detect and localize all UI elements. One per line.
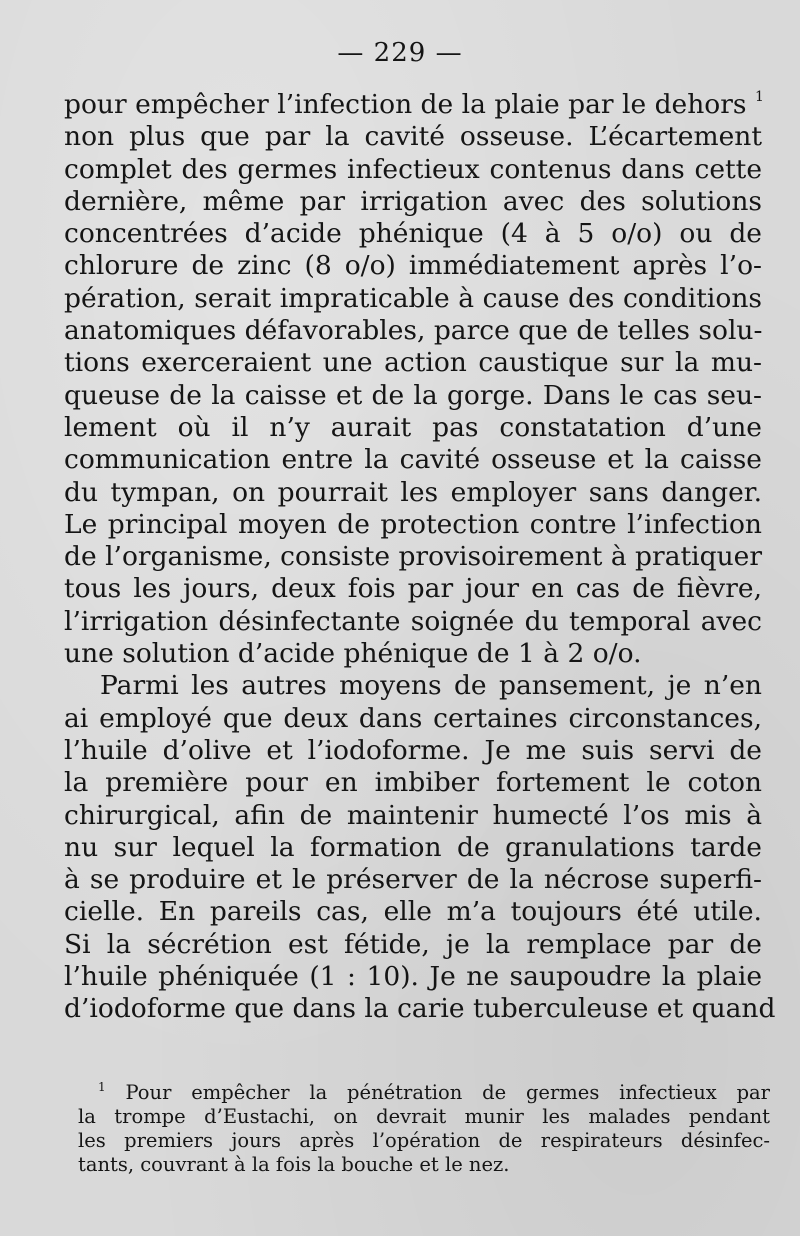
text-line: chlorure de zinc (8 o/o) immédiatement après l’o- — [64, 250, 762, 282]
footnote-reference: 1 — [754, 89, 764, 105]
text-line: l’huile phéniquée (1 : 10). Je ne saupoudre la plaie — [64, 961, 762, 993]
main-text-block — [64, 89, 776, 1026]
text-line: du tympan, on pourrait les employer sans danger. — [64, 476, 762, 508]
footnote-line: tants, couvrant à la fois la bouche et le nez. — [78, 1153, 510, 1176]
text-line: la première pour en imbiber fortement le coton — [64, 767, 762, 799]
text-line: chirurgical, afin de maintenir humecté l’os mis à — [64, 799, 762, 831]
footnote-marker: 1 — [98, 1080, 106, 1094]
text-line: Si la sécrétion est fétide, je la remplace par de — [64, 928, 762, 960]
text-line: complet des germes infectieux contenus dans cette — [64, 153, 762, 185]
text-line: ai employé que deux dans certaines circonstances, — [64, 702, 762, 734]
text-line: dernière, même par irrigation avec des solutions — [64, 185, 762, 217]
text-line: tions exerceraient une action caustique sur la mu- — [64, 347, 762, 379]
text-line: concentrées d’acide phénique (4 à 5 o/o) ou de — [64, 218, 762, 250]
text-line: l’irrigation désinfectante soignée du temporal avec — [64, 605, 762, 637]
text-line: cielle. En pareils cas, elle m’a toujours été utile. — [64, 896, 762, 928]
text-line: queuse de la caisse et de la gorge. Dans le cas seu- — [64, 379, 762, 411]
text-line: l’huile d’olive et l’iodoforme. Je me suis servi de — [64, 734, 762, 766]
text-line: nu sur lequel la formation de granulations tarde — [64, 831, 762, 863]
text-line: pour empêcher l’infection de la plaie par le dehors $^1$ — [64, 89, 764, 120]
text-line: d’iodoforme que dans la carie tuberculeuse et quand — [64, 993, 776, 1025]
text-line: une solution d’acide phénique de 1 à 2 o/o. — [64, 638, 642, 670]
text-line: communication entre la cavité osseuse et la caisse — [64, 444, 762, 476]
page-number: — 229 — — [337, 38, 463, 68]
footnote-block — [78, 1081, 770, 1177]
footnote-line: $^1$ Pour empêcher la pénétration de germes infectieux par — [98, 1080, 771, 1104]
text-line: lement où il n’y aurait pas constatation d’une — [64, 411, 762, 443]
text-line: de l’organisme, consiste provisoirement à pratiquer — [64, 541, 762, 573]
text-line: non plus que par la cavité osseuse. L’écartement — [64, 121, 762, 153]
text-line: pération, serait impraticable à cause des conditions — [64, 282, 762, 314]
text-line: Parmi les autres moyens de pansement, je n’en — [100, 670, 762, 702]
footnote-line: la trompe d’Eustachi, on devrait munir les malades pendant — [78, 1105, 770, 1128]
text-line: tous les jours, deux fois par jour en cas de fièvre, — [64, 573, 762, 605]
text-line: à se produire et le préserver de la nécrose superfi- — [64, 864, 762, 896]
text-line: anatomiques défavorables, parce que de telles solu- — [64, 315, 763, 347]
text-line: Le principal moyen de protection contre l’infection — [64, 508, 762, 540]
footnote-line: les premiers jours après l’opération de respirateurs désinfec- — [78, 1129, 770, 1152]
